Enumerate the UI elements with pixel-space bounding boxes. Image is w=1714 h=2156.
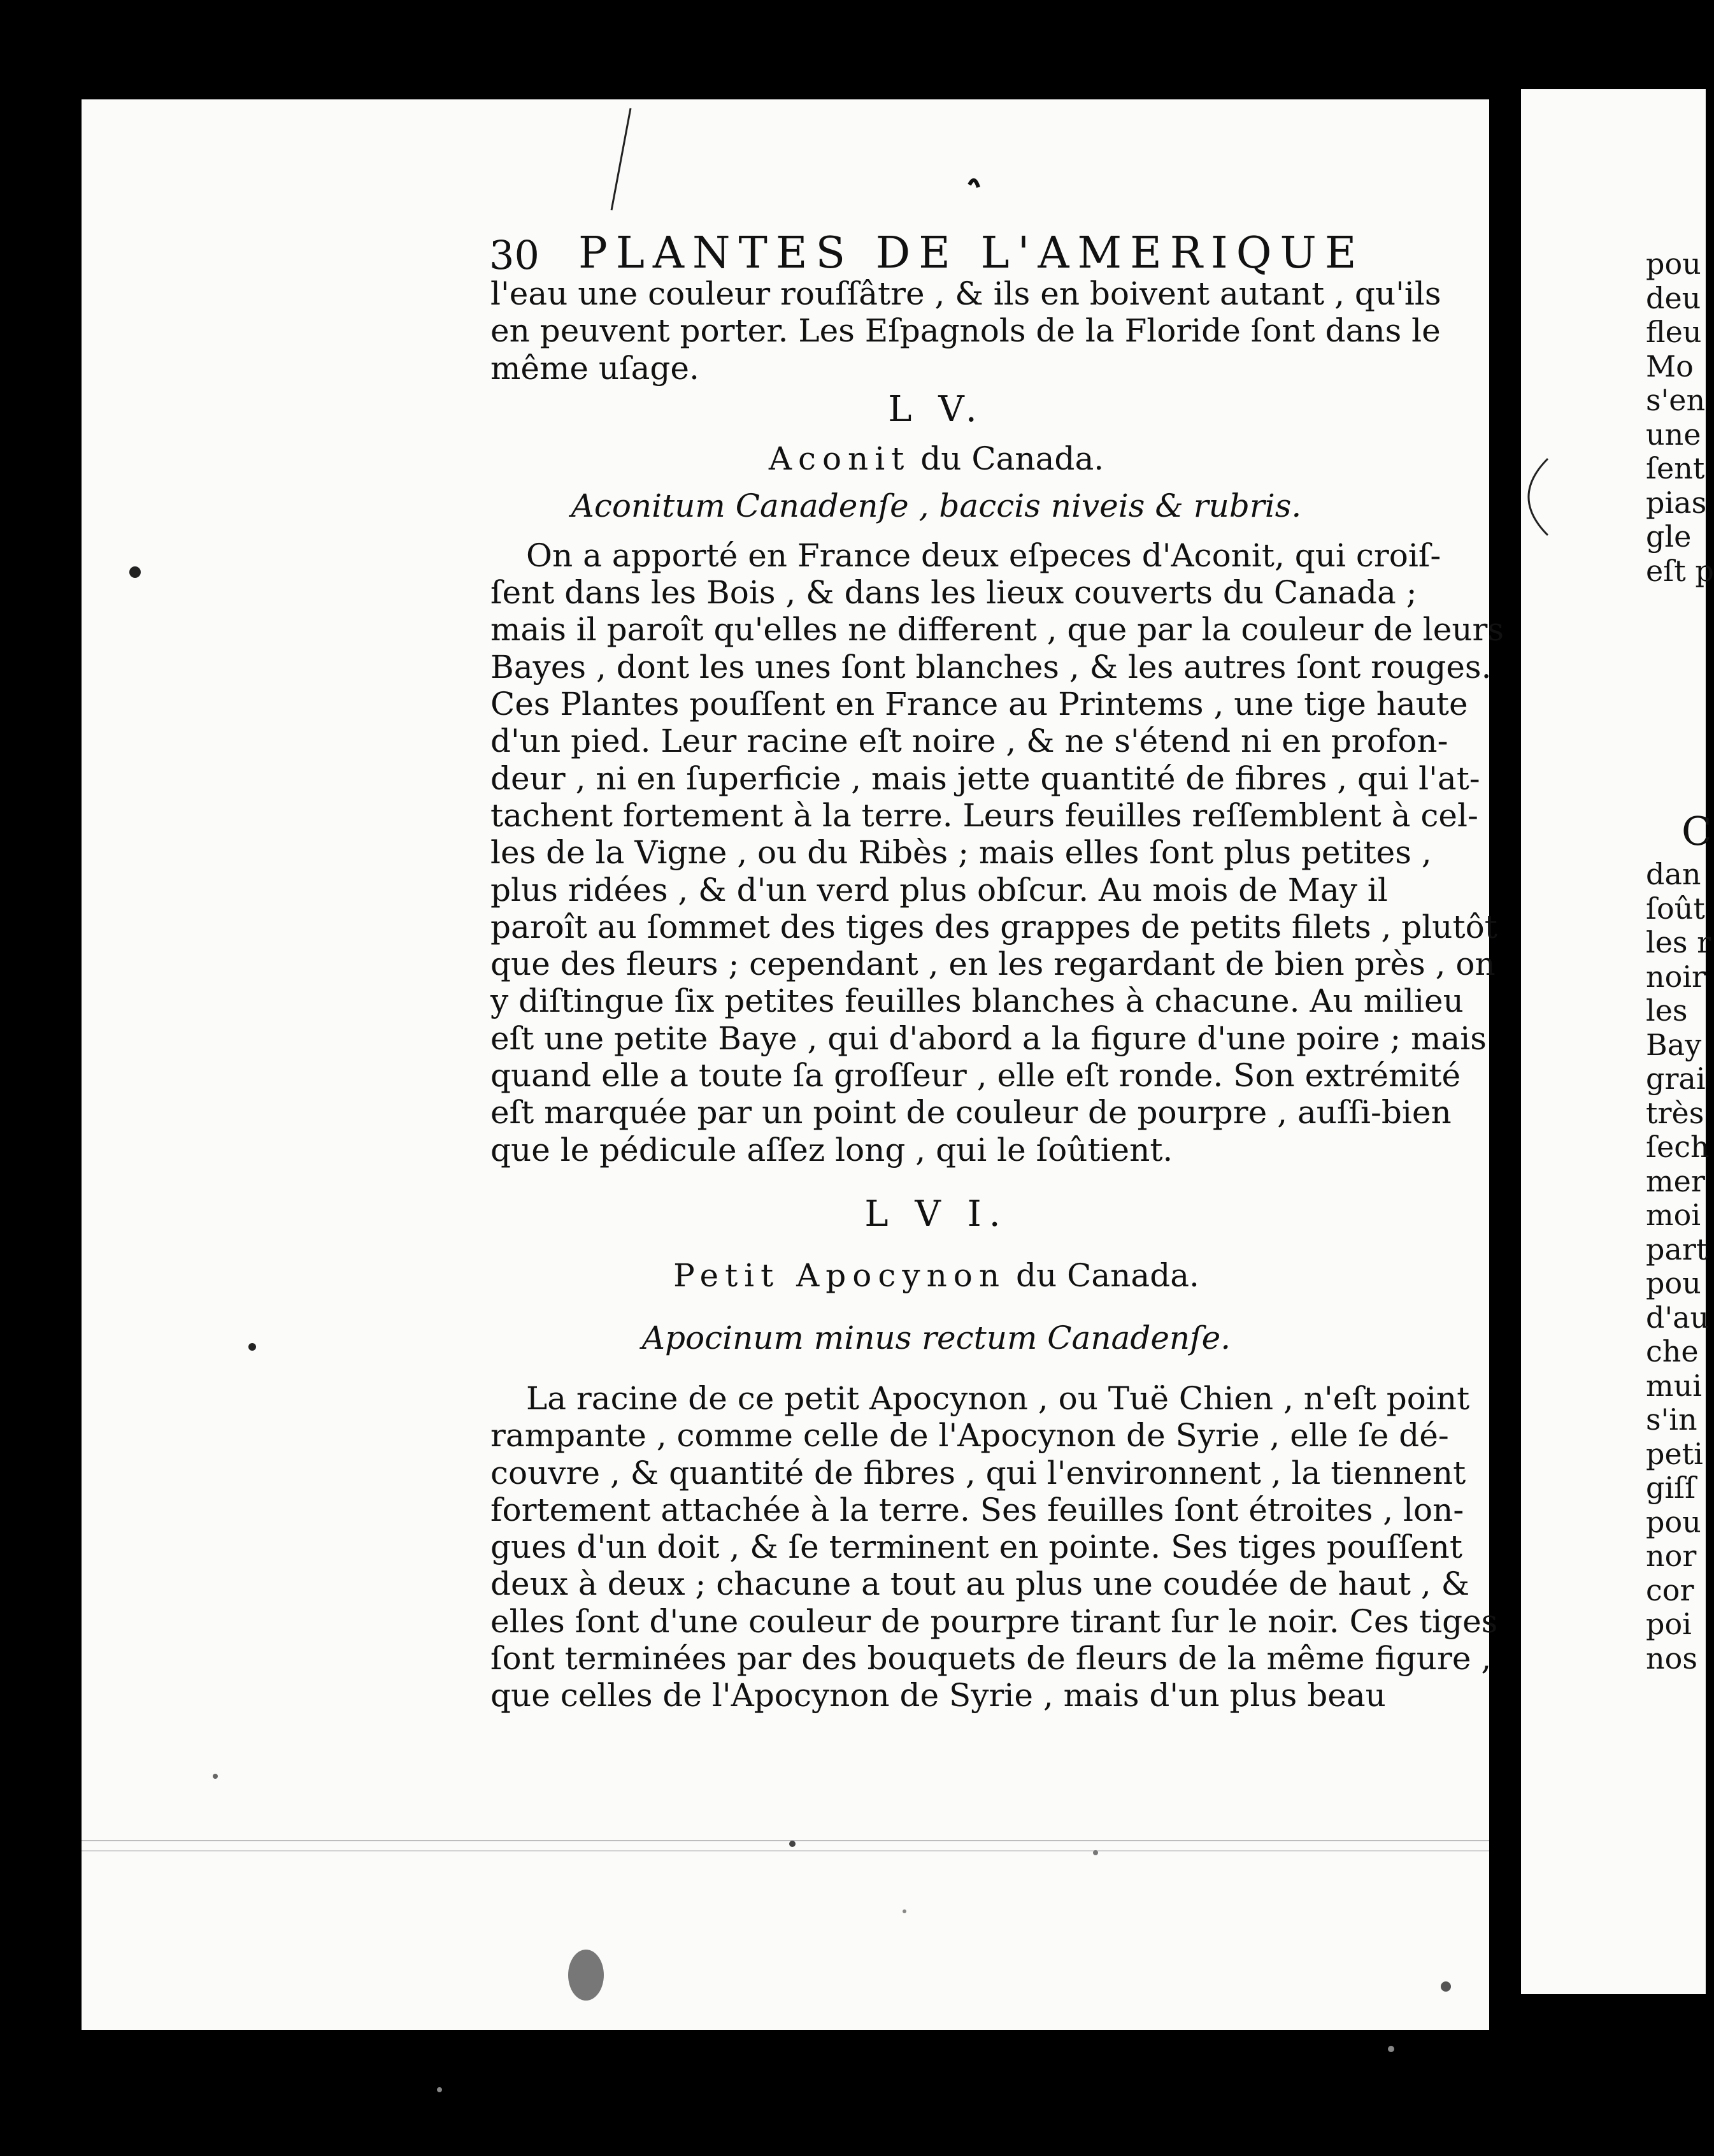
facing-page-line: pou [1646, 1266, 1701, 1300]
facing-page-line: Bay [1646, 1027, 1702, 1062]
paragraph [490, 536, 1504, 1168]
text-line: même uſage. [490, 349, 699, 387]
facing-page-line: nor [1646, 1539, 1697, 1573]
facing-page-line: part [1646, 1232, 1708, 1267]
text-line: ſont terminées par des bouquets de fleurs de la même figure , [490, 1640, 1492, 1678]
facing-page-line: grai [1646, 1061, 1706, 1096]
page-rule [82, 1840, 1489, 1841]
latin-name: Apocinum minus rectum Canadenſe. [641, 1319, 1231, 1356]
section-number: L V. [888, 388, 985, 430]
facing-page-line: Mo [1646, 349, 1694, 384]
facing-page-line: les r [1646, 925, 1711, 959]
facing-page-line: pou [1646, 1504, 1701, 1539]
facing-page-line: ſoût [1646, 891, 1705, 926]
facing-page-line: cor [1646, 1572, 1694, 1607]
facing-page-line: une [1646, 417, 1701, 452]
facing-page-line: moi [1646, 1198, 1701, 1232]
page-number: 30 [489, 232, 539, 278]
entry-title-rest: du Canada. [920, 440, 1104, 477]
facing-page-line: pias [1646, 485, 1707, 520]
text-line: d'un pied. Leur racine eſt noire , & ne s'étend ni en profon- [490, 722, 1448, 760]
facing-page-line: d'au [1646, 1300, 1710, 1335]
text-line: plus ridées , & d'un verd plus obſcur. Au mois de May il [490, 871, 1388, 909]
facing-page-lines-bottom [1646, 858, 1711, 1676]
text-line: rampante , comme celle de l'Apocynon de Syrie , elle ſe dé- [490, 1417, 1449, 1455]
facing-page-line: mui [1646, 1368, 1702, 1403]
facing-page-line: gle [1646, 519, 1692, 554]
text-line: quand elle a toute ſa groſſeur , elle eſt ronde. Son extrémité [490, 1057, 1461, 1095]
text-line: deux à deux ; chacune a tout au plus une coudée de haut , & [490, 1565, 1470, 1603]
text-line: eſt marquée par un point de couleur de pourpre , auſſi-bien [490, 1094, 1452, 1132]
facing-page-line: fleu [1646, 315, 1702, 349]
text-line: fortement attachée à la terre. Ses feuilles ſont étroites , lon- [490, 1491, 1464, 1528]
facing-page-line: très [1646, 1095, 1704, 1130]
facing-page-line: s'in [1646, 1402, 1697, 1437]
page-rule [82, 1850, 1489, 1851]
facing-page-line: s'en [1646, 383, 1706, 417]
text-line: couvre , & quantité de fibres , qui l'environnent , la tiennent [490, 1454, 1466, 1491]
text-line: Ces Plantes pouſſent en France au Printems , une tige haute [490, 686, 1468, 723]
text-line: On a apporté en France deux eſpeces d'Aconit, qui croiſ- [526, 536, 1441, 574]
text-line: gues d'un doit , & ſe terminent en pointe. Ses tiges pouſſent [490, 1528, 1462, 1566]
entry-title-caps: Petit Apocynon [673, 1256, 1006, 1294]
running-title: PLANTES DE L'AMERIQUE [578, 228, 1365, 278]
section-number: L V I. [864, 1193, 1008, 1235]
text-line: que le pédicule aſſez long , qui le ſoûtient. [490, 1131, 1173, 1168]
facing-page-line: giſſ [1646, 1470, 1696, 1505]
text-line: l'eau une couleur rouſſâtre , & ils en boivent autant , qu'ils [490, 275, 1441, 312]
facing-page-dropcap: C [1682, 808, 1712, 854]
text-line: y diſtingue ſix petites feuilles blanches à chacune. Au milieu [490, 982, 1464, 1020]
text-line: La racine de ce petit Apocynon , ou Tuë Chien , n'eſt point [526, 1379, 1470, 1417]
text-line: les de la Vigne , ou du Ribès ; mais elles ſont plus petites , [490, 834, 1432, 872]
entry-title [490, 435, 1382, 482]
text-line: tachent fortement à la terre. Leurs feuilles reſſemblent à cel- [490, 796, 1478, 834]
facing-page-line: ſech [1646, 1130, 1710, 1164]
facing-page-line: deu [1646, 280, 1701, 315]
text-line: en peuvent porter. Les Eſpagnols de la Floride ſont dans le [490, 312, 1441, 350]
text-line: mais il paroît qu'elles ne different , que par la couleur de leurs [490, 611, 1504, 649]
facing-page-line: mer [1646, 1163, 1705, 1198]
text-line: Bayes , dont les unes ſont blanches , & les autres ſont rouges. [490, 648, 1492, 686]
paragraph [490, 1379, 1498, 1714]
facing-page-line: ſent [1646, 451, 1705, 485]
facing-page-line: che [1646, 1334, 1699, 1369]
body-text [490, 275, 1504, 1714]
text-line: que des fleurs ; cependant , en les regardant de bien près , on [490, 945, 1496, 983]
entry-title [490, 1245, 1382, 1306]
facing-page-line: dan [1646, 857, 1701, 891]
text-line: paroît au ſommet des tiges des grappes de petits filets , plutôt [490, 908, 1497, 945]
facing-page-line: nos [1646, 1641, 1697, 1676]
opening-paragraph [490, 275, 1441, 387]
facing-page-line: peti [1646, 1436, 1703, 1471]
entry-title-rest: du Canada. [1016, 1256, 1199, 1294]
facing-page-line: pou [1646, 247, 1701, 281]
text-line: deur , ni en ſuperficie , mais jette quantité de fibres , qui l'at- [490, 759, 1480, 797]
facing-page-lines-top [1646, 247, 1714, 588]
text-line: que celles de l'Apocynon de Syrie , mais d'un plus beau [490, 1677, 1386, 1714]
text-line: ſent dans les Bois , & dans les lieux couverts du Canada ; [490, 574, 1417, 612]
text-line: eſt une petite Baye , qui d'abord a la figure d'une poire ; mais [490, 1019, 1487, 1057]
text-line: elles ſont d'une couleur de pourpre tirant ſur le noir. Ces tiges [490, 1602, 1498, 1640]
facing-page-line: eſt p [1646, 553, 1714, 588]
latin-name: Aconitum Canadenſe , baccis niveis & rubris. [571, 487, 1302, 524]
facing-page-line: les [1646, 993, 1688, 1028]
facing-page-line: noir [1646, 959, 1706, 994]
facing-page-line: poi [1646, 1607, 1692, 1641]
entry-title-caps: Aconit [768, 440, 911, 477]
